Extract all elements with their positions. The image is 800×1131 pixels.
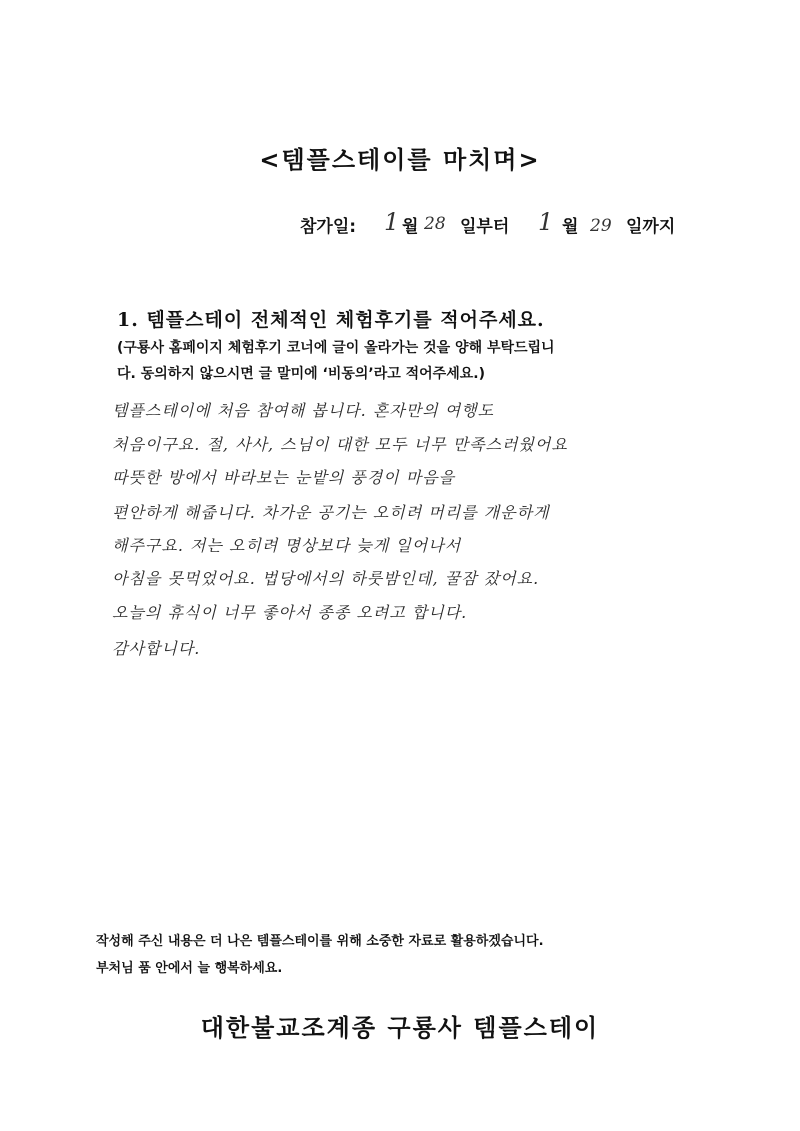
participation-dates — [300, 208, 720, 248]
answer-line: 오늘의 휴식이 너무 좋아서 종종 오려고 합니다. — [112, 603, 468, 622]
until-word: 일까지 — [626, 217, 676, 237]
from-word: 일부터 — [460, 217, 510, 237]
answer-line: 템플스테이에 처음 참여해 봅니다. 혼자만의 여행도 — [112, 401, 495, 420]
footer-thanks: 작성해 주신 내용은 더 나은 템플스테이를 위해 소중한 자료로 활용하겠습니다. — [96, 934, 544, 949]
answer-line: 처음이구요. 절, 사사, 스님이 대한 모두 너무 만족스러웠어요 — [112, 435, 568, 454]
month-word-2: 월 — [562, 217, 579, 237]
question-note-line-1: (구룡사 홈페이지 체험후기 코너에 글이 올라가는 것을 양해 부탁드립니 — [117, 340, 555, 356]
answer-line: 편안하게 해줍니다. 차가운 공기는 오히려 머리를 개운하게 — [112, 503, 550, 522]
start-month-handwritten: 1 — [384, 208, 400, 236]
end-month-handwritten: 1 — [538, 208, 554, 236]
start-day-handwritten: 28 — [424, 214, 446, 234]
month-word-1: 월 — [402, 217, 419, 237]
question-title: 1. 템플스테이 전체적인 체험후기를 적어주세요. — [117, 309, 545, 331]
answer-line: 감사합니다. — [112, 639, 201, 658]
answer-line: 따뜻한 방에서 바라보는 눈밭의 풍경이 마음을 — [112, 468, 456, 487]
footer-blessing: 부처님 품 안에서 늘 행복하세요. — [96, 961, 283, 976]
page-title: <템플스테이를 마치며> — [259, 146, 541, 174]
end-day-handwritten: 29 — [590, 216, 612, 236]
answer-line: 해주구요. 저는 오히려 명상보다 늦게 일어나서 — [112, 536, 462, 555]
participation-label: 참가일: — [300, 217, 357, 237]
question-note-line-2: 다. 동의하지 않으시면 글 말미에 ‘비동의’라고 적어주세요.) — [117, 366, 485, 382]
answer-line: 아침을 못먹었어요. 법당에서의 하룻밤인데, 꿀잠 잤어요. — [112, 569, 540, 588]
organization-name: 대한불교조계종 구룡사 템플스테이 — [200, 1014, 600, 1042]
